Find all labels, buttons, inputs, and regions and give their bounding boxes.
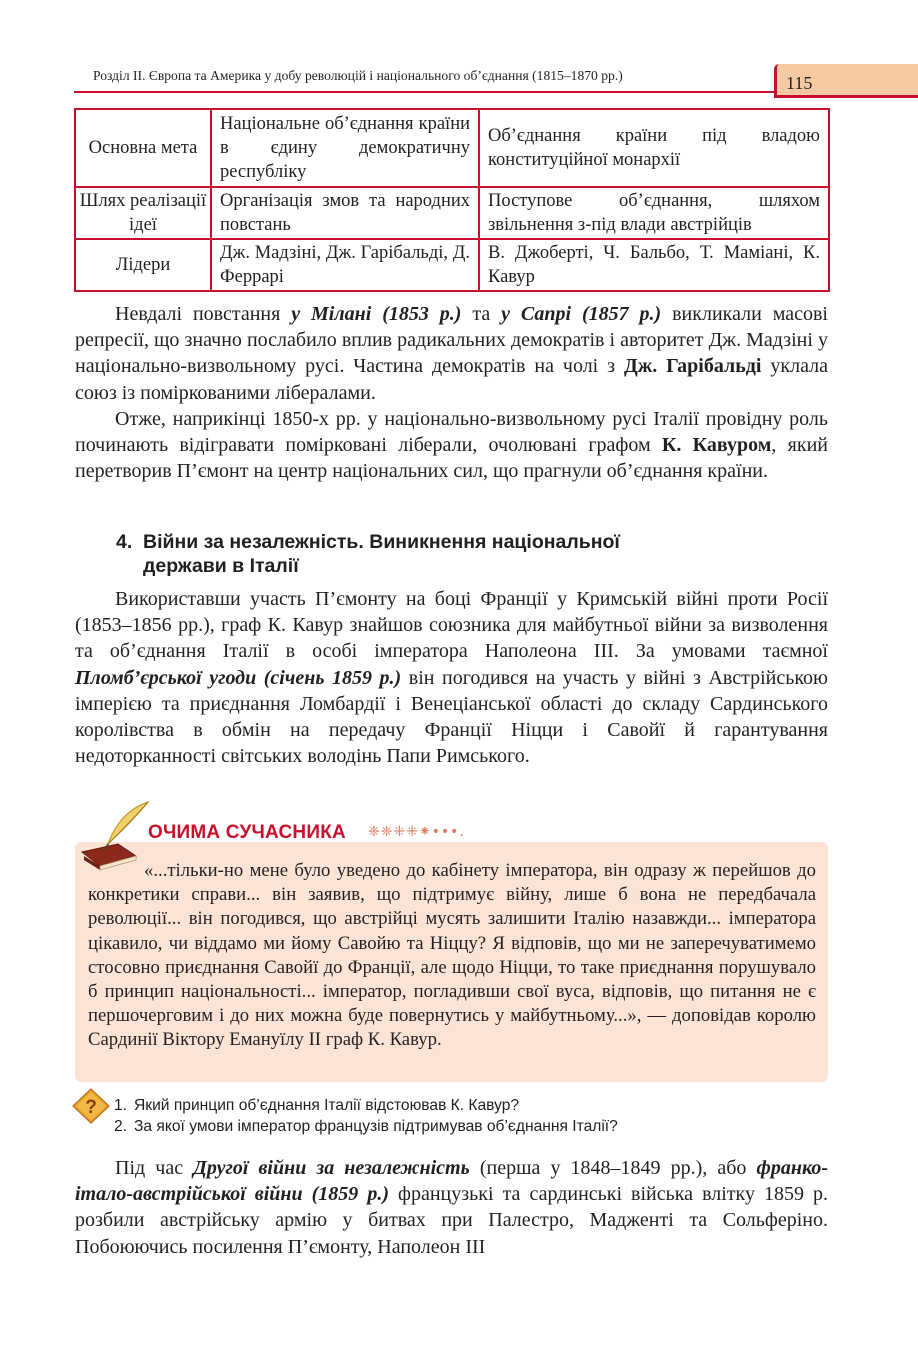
text: (перша у 1848–1849 рр.), або xyxy=(469,1157,757,1179)
running-header: Розділ ІІ. Європа та Америка у добу революцій і національного об’єднання (1815–1870 рр.) xyxy=(93,68,623,83)
emphasis: у Мілані (1853 р.) xyxy=(291,303,462,325)
svg-text:?: ? xyxy=(85,1097,97,1118)
text: викликали масові репресії, що значно послабило вплив радикальних демократів і авторитет Дж. Мадзіні у національно-визвольному русі. Частина демократів на чолі з xyxy=(75,303,828,378)
table-row xyxy=(75,109,829,187)
paragraph-liberals xyxy=(75,406,828,485)
table-cell: В. Джоберті, Ч. Бальбо, Т. Маміані, К. Кавур xyxy=(479,239,829,291)
page-number: 115 xyxy=(786,73,813,93)
table-cell-label: Шлях реалізації ідеї xyxy=(75,187,211,239)
paragraph-plombieres xyxy=(75,586,828,769)
question-list xyxy=(114,1095,618,1137)
table-cell: Поступове об’єднання, шляхом звільнення з-під влади австрійців xyxy=(479,187,829,239)
question-text: Який принцип об’єднання Італії відстоював К. Кавур? xyxy=(134,1097,520,1114)
emphasis: Пломб’єрської угоди (січень 1859 р.) xyxy=(75,666,402,689)
text: Під час xyxy=(115,1157,194,1179)
question-number: 2. xyxy=(114,1118,128,1135)
table-cell: Дж. Мадзіні, Дж. Гарібальді, Д. Феррарі xyxy=(211,239,479,291)
text: французькі та сардинські війська влітку 1859 р. розбили австрійську армію у битвах при Палестро, Мадженті та Сольферіно. Побоюючись посилення П’ємонту, Наполеон ІІІ xyxy=(75,1183,829,1258)
table-row xyxy=(75,239,829,291)
table-cell: Об’єднання країни під владою конституційної монархії xyxy=(479,109,829,187)
text: , який перетворив П’ємонт на центр національних сил, що прагнули об’єднання країни. xyxy=(75,434,828,483)
question-text: За якої умови імператор французів підтримував об’єднання Італії? xyxy=(134,1118,618,1135)
list-item xyxy=(114,1095,618,1116)
paragraph-second-war xyxy=(75,1155,828,1260)
quote-text: «...тільки-но мене було уведено до кабінету імператора, він одразу ж перейшов до конкретики справи... він заявив, що підтримує війну, лише б вона не передбачала революції... він погодився, що австрійці мусять залишити Італію назавжди... імператора цікавило, чи віддамо ми йому Савойю та Ніццу? Я відповів, що ми не заперечуватимемо стосовно приєднання Савойї до Франції, але щодо Ніцци, то таке приєднання порушувало б принцип національності... імператор, погладивши свої вуса, відповів, що питання не є першочерговим і до них можна буде повернутись у майбутньому...», — доповідав королю Сардинії Віктору Емануїлу ІІ граф К. Кавур. xyxy=(88,860,816,1051)
table-row xyxy=(75,187,829,239)
table-cell-label: Основна мета xyxy=(75,109,211,187)
question-number: 1. xyxy=(114,1097,128,1114)
header-rule xyxy=(74,91,774,93)
text: уклала союз із поміркованими лібералами. xyxy=(75,355,828,404)
bold-name: К. Кавуром xyxy=(661,434,772,457)
text: він погодився на участь у війні з Австрійською імперією та приєднання Ломбардії і Венеціанської області до складу Сардинського королівства в обмін на передачу Франції Ніцци і Савойї й гарантування недоторканності світських володінь Папи Римського. xyxy=(75,666,828,768)
question-mark-icon xyxy=(72,1088,110,1124)
section-title-line1: Війни за незалежність. Виникнення національної xyxy=(143,531,620,553)
emphasis: Другої війни за незалежність xyxy=(193,1157,470,1179)
table-cell: Національне об’єднання країни в єдину демократичну республіку xyxy=(211,109,479,187)
table-cell-label: Лідери xyxy=(75,239,211,291)
decorative-ornament: ❈❈⁜⁜⁕•••. xyxy=(368,824,465,840)
box-title: ОЧИМА СУЧАСНИКА xyxy=(148,822,346,843)
section-title-line2: держави в Італії xyxy=(143,555,299,577)
text: та xyxy=(461,303,502,325)
list-item xyxy=(114,1116,618,1137)
section-number: 4. xyxy=(116,531,133,553)
emphasis: у Сапрі (1857 р.) xyxy=(501,303,662,325)
section-heading xyxy=(116,530,620,578)
bold-name: Дж. Гарібальді xyxy=(623,355,762,378)
comparison-table xyxy=(74,108,830,292)
emphasis: франко-італо-австрійської війни (1859 р.) xyxy=(75,1157,828,1206)
text: Використавши участь П’ємонту на боці Франції у Кримській війні проти Росії (1853–1856 рр.), граф К. Кавур знайшов союзника для майбутньої війни за визволення та об’єднання Італії в особі імператора Наполеона ІІІ. За умовами таємної xyxy=(75,588,828,663)
table-cell: Організація змов та народних повстань xyxy=(211,187,479,239)
paragraph-uprisings xyxy=(75,301,828,406)
text: Отже, наприкінці 1850-х рр. у національно-визвольному русі Італії провідну роль починають відігравати помірковані ліберали, очолювані графом xyxy=(75,408,828,457)
text: Невдалі повстання xyxy=(115,303,292,325)
